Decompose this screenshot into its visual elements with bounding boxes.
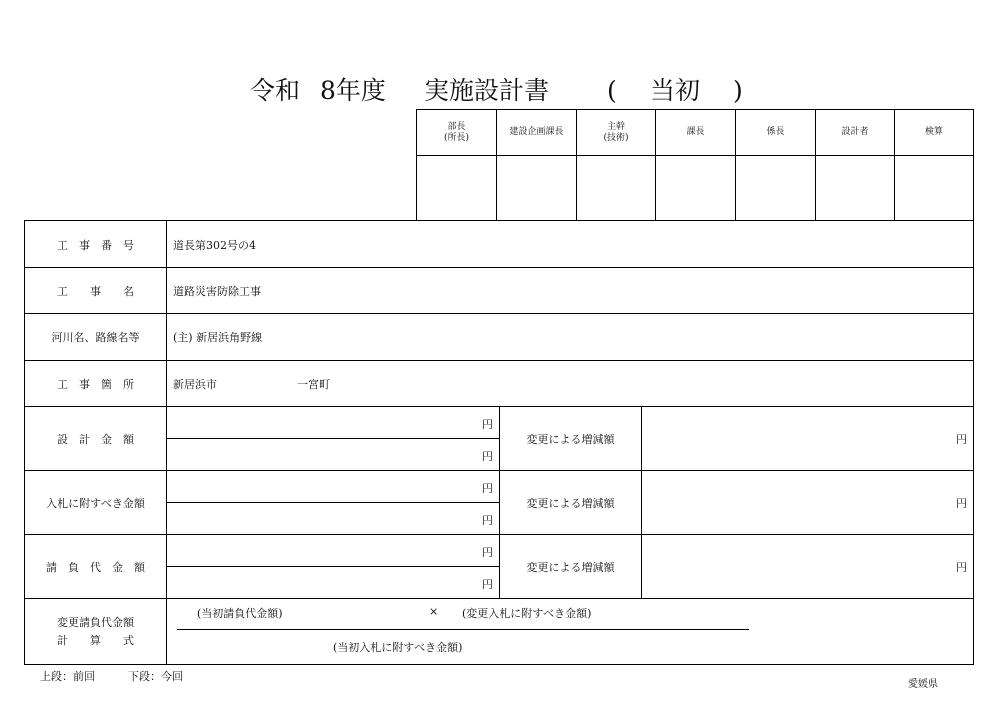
title-paren-close: )	[733, 76, 743, 105]
location-town[interactable]: 一宮町	[297, 378, 330, 391]
approval-cell-kacho[interactable]	[656, 110, 736, 220]
approval-sublabel: (技術)	[603, 132, 629, 143]
contract-change-yen: 円	[956, 561, 967, 574]
approval-label: 課長	[686, 127, 705, 137]
formula-numerator-right: (変更入札に附すべき金額)	[462, 607, 592, 620]
approval-label: 部長	[447, 121, 466, 132]
location-label: 工 事 箇 所	[57, 378, 134, 391]
amount-split-line	[167, 566, 499, 567]
location-city[interactable]: 新居浜市	[173, 378, 217, 391]
formula-denominator: (当初入札に附すべき金額)	[333, 641, 463, 654]
prefecture-name: 愛媛県	[908, 679, 938, 690]
approval-cell-kikaku[interactable]	[497, 110, 577, 220]
approval-cell-bucho[interactable]	[417, 110, 497, 220]
approval-label: 主幹	[606, 121, 625, 132]
bid-change-label: 変更による増減額	[526, 497, 615, 510]
bid-amount-label: 入札に附すべき金額	[46, 497, 145, 510]
contract-amount-prev-yen: 円	[482, 546, 493, 559]
route-name-value[interactable]: (主) 新居浜角野線	[173, 331, 263, 344]
project-name-value[interactable]: 道路災害防除工事	[173, 285, 261, 298]
design-amount-prev-yen: 円	[482, 418, 493, 431]
title-era: 令和	[250, 76, 301, 105]
approval-cell-sekkeisha[interactable]	[816, 110, 895, 220]
document-title	[0, 76, 1000, 106]
footer-note: 上段：前回 下段：今回	[40, 670, 183, 683]
approval-grid	[416, 109, 974, 221]
title-paren-open: (	[607, 76, 617, 105]
approval-cell-kenzan[interactable]	[895, 110, 973, 220]
title-status: 当初	[650, 76, 701, 105]
formula-label-line1: 変更請負代金額	[57, 616, 134, 629]
contract-amount-label: 請 負 代 金 額	[46, 561, 145, 574]
title-doc: 実施設計書	[424, 76, 550, 105]
row-divider	[25, 313, 973, 314]
formula-times: ×	[429, 605, 439, 618]
bid-change-yen: 円	[956, 497, 967, 510]
fraction-bar	[177, 629, 749, 630]
contract-change-label: 変更による増減額	[526, 561, 615, 574]
design-info-table	[24, 220, 974, 665]
approval-sublabel: (所長)	[443, 132, 470, 143]
approval-label: 建設企画課長	[509, 127, 564, 137]
approval-label: 検算	[924, 127, 943, 137]
row-divider	[25, 598, 973, 599]
route-name-label: 河川名、路線名等	[51, 331, 140, 344]
amount-split-line	[167, 438, 499, 439]
project-number-value[interactable]: 道長第302号の4	[173, 239, 256, 252]
formula-numerator-left: (当初請負代金額)	[197, 607, 283, 620]
design-amount-label: 設 計 金 額	[57, 433, 134, 446]
approval-label: 係長	[766, 127, 785, 137]
design-amount-curr-yen: 円	[482, 450, 493, 463]
design-change-yen: 円	[956, 433, 967, 446]
contract-amount-curr-yen: 円	[482, 578, 493, 591]
approval-cell-shukan[interactable]	[577, 110, 656, 220]
approval-cell-kakaricho[interactable]	[736, 110, 816, 220]
title-year: 8年度	[320, 76, 386, 105]
bid-amount-curr-yen: 円	[482, 514, 493, 527]
approval-label: 設計者	[841, 127, 869, 137]
project-name-label: 工 事 名	[57, 285, 134, 298]
row-divider	[25, 360, 973, 361]
change-divider	[641, 406, 642, 598]
row-divider	[25, 267, 973, 268]
amount-split-line	[167, 502, 499, 503]
design-change-label: 変更による増減額	[526, 433, 615, 446]
formula-label-line2: 計 算 式	[57, 634, 134, 647]
bid-amount-prev-yen: 円	[482, 482, 493, 495]
project-number-label: 工 事 番 号	[57, 239, 134, 252]
